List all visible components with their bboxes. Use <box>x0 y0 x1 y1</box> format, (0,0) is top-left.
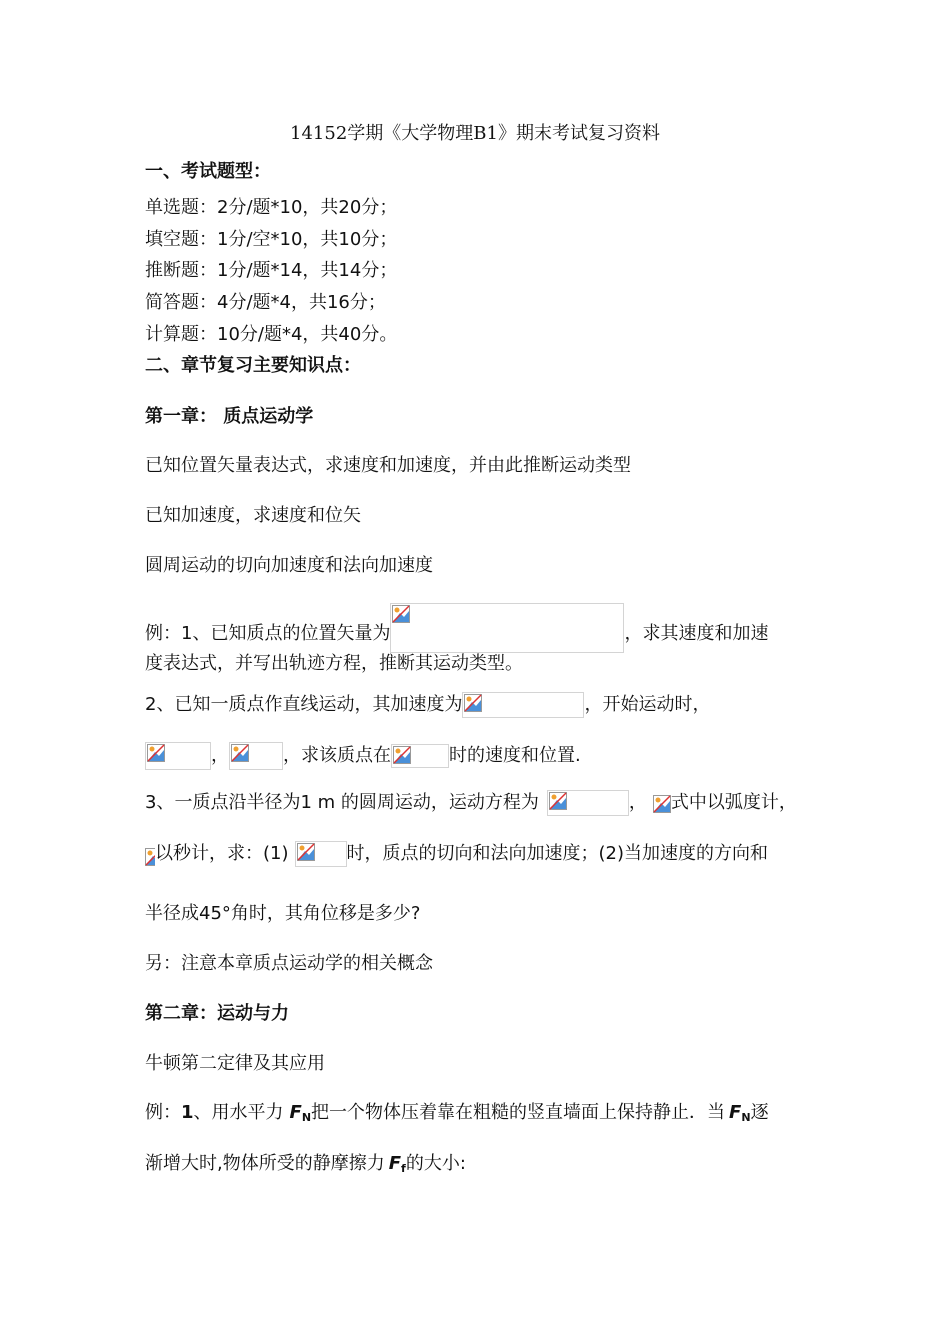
image-placeholder-icon <box>145 848 155 866</box>
chapter1-point: 已知位置矢量表达式，求速度和加速度，并由此推断运动类型 <box>145 455 631 476</box>
chapter1-point: 圆周运动的切向加速度和法向加速度 <box>145 555 433 576</box>
chapter2-heading: 第二章：运动与力 <box>145 1003 289 1024</box>
text-run: ， <box>211 745 229 766</box>
exam-type-item: 单选题：2分/题*10，共20分； <box>145 197 398 218</box>
chapter2-point: 牛顿第二定律及其应用 <box>145 1053 325 1074</box>
text-run: ，求该质点在 <box>283 745 391 766</box>
force-symbol: F <box>729 1102 742 1123</box>
exam-type-item: 计算题：10分/题*4，共40分。 <box>145 324 398 345</box>
image-placeholder-icon <box>231 744 249 762</box>
subscript: N <box>301 1111 312 1124</box>
text-run: ， <box>628 792 647 813</box>
chapter2-example1-line1 <box>145 1101 769 1130</box>
text-run: 式中以弧度计， <box>670 792 797 813</box>
exam-type-item: 简答题：4分/题*4，共16分； <box>145 292 386 313</box>
broken-image-icon <box>653 791 671 815</box>
broken-image-icon <box>391 744 449 768</box>
text-run: 以秒计，求：(1) <box>155 843 289 864</box>
image-placeholder-icon <box>653 795 671 813</box>
chapter1-example1-line1 <box>145 603 768 653</box>
text-run: 1 <box>181 1102 194 1123</box>
text-run: 时的速度和位置. <box>449 745 581 766</box>
section-heading-exam-types: 一、考试题型： <box>145 161 271 182</box>
broken-image-icon <box>145 742 211 770</box>
text-run: 3、一质点沿半径为1 m 的圆周运动，运动方程为 <box>145 792 539 813</box>
broken-image-icon <box>462 692 584 718</box>
force-symbol: F <box>388 1153 402 1174</box>
image-placeholder-icon <box>464 694 482 712</box>
image-placeholder-icon <box>147 744 165 762</box>
chapter1-example3-line3: 半径成45°角时，其角位移是多少? <box>145 903 421 924</box>
image-placeholder-icon <box>392 605 410 623</box>
text-run: 、用水平力 <box>193 1102 284 1123</box>
chapter1-example3-line1 <box>145 790 797 816</box>
broken-image-icon <box>229 742 283 770</box>
chapter1-example3-line2 <box>145 841 768 867</box>
text-run: 渐增大时,物体所受的静摩擦力 <box>145 1153 385 1174</box>
section-heading-key-points: 二、章节复习主要知识点： <box>145 355 361 376</box>
text-run: 例： <box>145 1102 181 1123</box>
broken-image-icon <box>295 841 347 867</box>
force-symbol: F <box>289 1102 302 1123</box>
chapter1-heading: 第一章： 质点运动学 <box>145 406 314 427</box>
image-placeholder-icon <box>393 746 411 764</box>
broken-image-icon <box>390 603 624 653</box>
chapter1-point: 已知加速度，求速度和位矢 <box>145 505 361 526</box>
chapter1-example1-line2: 度表达式，并写出轨迹方程，推断其运动类型。 <box>145 653 523 674</box>
exam-type-item: 填空题：1分/空*10，共10分； <box>145 229 398 250</box>
subscript: N <box>741 1111 751 1124</box>
text-run: 2、已知一质点作直线运动，其加速度为 <box>145 694 463 715</box>
text-run: 逐 <box>750 1102 769 1123</box>
text-run: 把一个物体压着靠在粗糙的竖直墙面上保持静止．当 <box>311 1102 726 1123</box>
text-run: ，求其速度和加速 <box>624 623 769 644</box>
text-run: 的大小: <box>405 1153 466 1174</box>
subscript: f <box>401 1162 406 1175</box>
chapter1-example2-line1 <box>145 692 710 718</box>
document-title: 14152学期《大学物理B1》期末考试复习资料 <box>290 123 660 144</box>
image-placeholder-icon <box>297 843 315 861</box>
broken-image-icon <box>145 842 155 866</box>
chapter1-example2-line2 <box>145 742 581 770</box>
chapter1-note: 另：注意本章质点运动学的相关概念 <box>145 953 433 974</box>
image-placeholder-icon <box>549 792 567 810</box>
text-run: 例：1、已知质点的位置矢量为 <box>145 623 391 644</box>
chapter2-example1-line2 <box>145 1152 466 1181</box>
text-run: ，开始运动时， <box>584 694 711 715</box>
text-run: 时，质点的切向和法向加速度；(2)当加速度的方向和 <box>346 843 768 864</box>
exam-type-item: 推断题：1分/题*14，共14分； <box>145 260 398 281</box>
broken-image-icon <box>547 790 629 816</box>
